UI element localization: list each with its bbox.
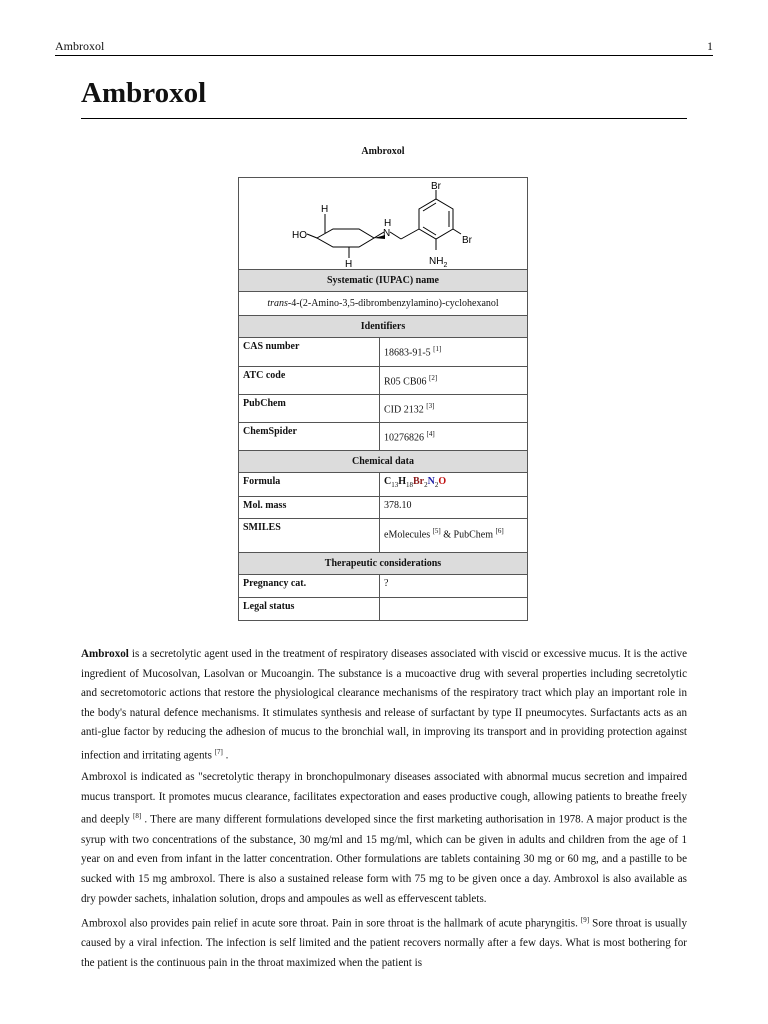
paragraph-indication: Ambroxol is indicated as "secretolytic therapy in bronchopulmonary diseases associated with abnormal mucus secretion and impaired mucus transport. It promotes mucus clearance, facilitates expectoration and eases productive cough, allowing patients to breathe freely and deeply [8] . There are many different formulations developed since the first marketing authorisation in 1978. A major product is the syrup with two concentrations of the substance, 30 mg/ml and 15 mg/ml, which can be given in adults and children from the age of 1 year on and even from infant in the latter concentration. Other formulations are tablets containing 30 mg or 60 mg, and a pastille to be sucked with 15 mg ambroxol. There is also a sustained release form with 75 mg to be given once a day. Ambroxol is also available as dry powder sachets, inhalation solution, drops and ampoules as well as effervescent tablets. — [81, 771, 687, 905]
formula-value: $C_{13}H_{18}Br_2N_2O$ — [380, 473, 528, 497]
ref-link[interactable]: [8] — [132, 812, 142, 821]
ref-link[interactable]: [2] — [429, 374, 438, 382]
iupac-name: trans-4-(2-Amino-3,5-dibrombenzylamino)-cyclohexanol — [239, 292, 528, 316]
nh-h-label: H — [384, 218, 392, 229]
pregnancy-row: Pregnancy cat. ? — [239, 575, 528, 598]
br-top-label: Br — [431, 181, 441, 192]
ho-label: HO — [292, 230, 307, 241]
running-title: Ambroxol — [55, 39, 105, 53]
ref-link[interactable]: [7] — [214, 747, 223, 756]
identifiers-section-header: Identifiers — [239, 316, 528, 338]
ref-link[interactable]: [1] — [433, 345, 442, 353]
article-body — [81, 645, 687, 974]
title-rule — [81, 118, 687, 119]
mass-row: Mol. mass 378.10 — [239, 497, 528, 519]
paragraph-sore-throat: Ambroxol also provides pain relief in acute sore throat. Pain in sore throat is the hallmark of acute pharyngitis. [9] Sore throat is usually caused by a viral infection. The infection is self limited and the patient recovers normally after a few days. What is most bothering for the patient is the continuous pain in the throat maximized when the patient is — [81, 916, 687, 969]
ref-link[interactable]: [9] — [580, 916, 590, 925]
legal-row: Legal status — [239, 598, 528, 621]
page-title: Ambroxol — [81, 77, 207, 109]
emolecules-link[interactable]: eMolecules — [384, 529, 431, 541]
iupac-section-header: Systematic (IUPAC) name — [239, 270, 528, 292]
page-number: 1 — [707, 39, 713, 53]
infobox — [238, 177, 528, 621]
chemical-section-header: Chemical data — [239, 451, 528, 473]
pubchem-row: PubChem CID 2132 [3] — [239, 395, 528, 423]
infobox-caption: Ambroxol — [361, 146, 405, 157]
h-top-label: H — [321, 204, 329, 215]
h-bottom-label: H — [345, 259, 353, 269]
br-right-label: Br — [462, 235, 472, 246]
ref-link[interactable]: [4] — [426, 430, 435, 438]
formula-row: Formula $C_{13}H_{18}Br_2N_2O$ — [239, 473, 528, 497]
smiles-row: SMILES eMolecules [5] & PubChem [6] — [239, 519, 528, 553]
ref-link[interactable]: [3] — [426, 402, 435, 410]
nh-n-label: N — [383, 228, 391, 239]
therapeutic-section-header: Therapeutic considerations — [239, 553, 528, 575]
pubchem-link[interactable]: & PubChem — [443, 529, 493, 541]
ambroxol-structure-diagram — [239, 178, 527, 269]
chemspider-row: ChemSpider 10276826 [4] — [239, 423, 528, 451]
structure-cell — [239, 178, 528, 270]
paragraph-intro: Ambroxol is a secretolytic agent used in the treatment of respiratory diseases associated with viscid or excessive mucus. It is the active ingredient of Mucosolvan, Lasolvan or Mucoangin. The substance is a mucoactive drug with several properties including secretolytic and secretomotoric actions that restore the physiological clearance mechanisms of the respiratory tract which play an important role in the body's natural defence mechanisms. It stimulates synthesis and release of surfactant by type II pneumocytes. Surfactants acts as an anti-glue factor by reducing the adhesion of mucus to the bronchial wall, in improving its transport and in providing protection against infection and irritating agents [7] . — [81, 648, 687, 762]
nh2-label: $NH_2$ — [429, 256, 448, 269]
running-header — [55, 38, 713, 56]
atc-row: ATC code R05 CB06 [2] — [239, 367, 528, 395]
cas-row: CAS number 18683-91-5 [1] — [239, 338, 528, 367]
